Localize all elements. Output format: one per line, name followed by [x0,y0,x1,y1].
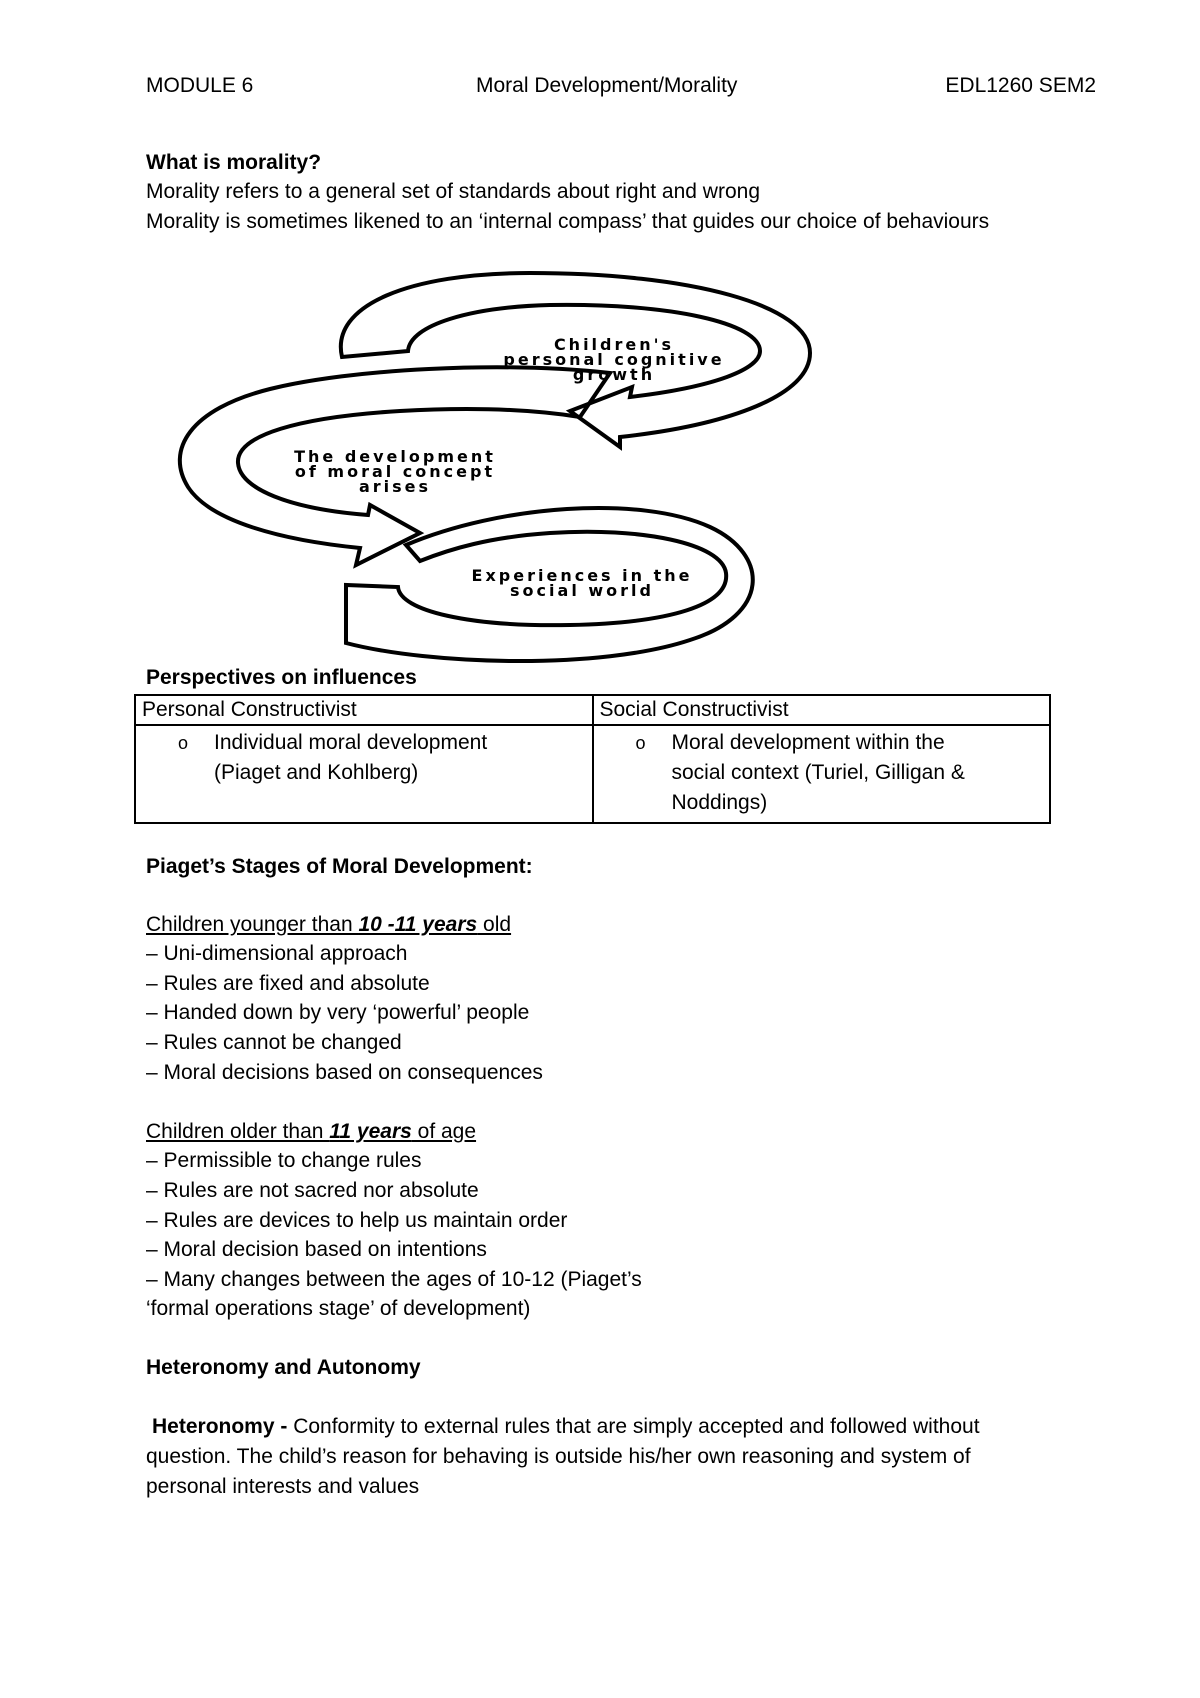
social-item-line-1: Moral development within the [671,731,945,754]
table-header-row [135,695,1050,725]
list-item [178,728,586,788]
header-course-code: EDL1260 SEM2 [945,74,1096,97]
younger-item-3: – Handed down by very ‘powerful’ people [146,1001,530,1024]
heteronomy-definition-line-2: question. The child’s reason for behaving is outside his/her own reasoning and system of [146,1445,971,1468]
table-row [135,725,1050,823]
personal-item-line-1: Individual moral development [214,731,488,754]
diagram-label-top-line-2: personal cognitive [503,350,725,369]
older-heading-age: 11 years [329,1120,412,1143]
section-heading-morality: What is morality? [146,151,322,174]
older-item-1: – Permissible to change rules [146,1149,422,1172]
diagram-label-middle-line-3: arises [358,477,432,496]
heteronomy-definition-line-1 [152,1415,980,1439]
heteronomy-line-1-text: Conformity to external rules that are simply accepted and followed without [287,1415,980,1438]
younger-heading-age: 10 -11 years [358,913,478,936]
younger-item-4: – Rules cannot be changed [146,1031,402,1054]
piaget-heading: Piaget’s Stages of Moral Development: [146,855,533,878]
morality-definition-line-1: Morality refers to a general set of standards about right and wrong [146,180,761,203]
diagram-label-bottom-line-2: social world [510,581,654,600]
older-item-4: – Moral decision based on intentions [146,1238,487,1261]
morality-definition-line-2: Morality is sometimes likened to an ‘internal compass’ that guides our choice of behaviours [146,210,990,233]
younger-item-1: – Uni-dimensional approach [146,942,408,965]
header-personal-constructivist: Personal Constructivist [135,695,593,725]
personal-item-line-2: (Piaget and Kohlberg) [214,761,419,784]
header-module: MODULE 6 [146,74,254,97]
list-item [635,728,1044,818]
header-social-constructivist: Social Constructivist [593,695,1051,725]
moral-development-cycle-diagram [170,265,840,675]
older-item-2: – Rules are not sacred nor absolute [146,1179,479,1202]
older-children-heading [146,1120,476,1144]
cell-social-constructivist [593,725,1051,823]
younger-heading-post: old [477,913,512,936]
younger-heading-pre: Children younger than [146,913,359,936]
older-item-5: – Many changes between the ages of 10-12 (Piaget’s [146,1268,642,1291]
heteronomy-autonomy-heading: Heteronomy and Autonomy [146,1356,421,1379]
younger-children-heading [146,913,511,937]
diagram-label-top-line-3: growth [572,365,656,384]
circle-bullet-icon: o [178,733,189,753]
heteronomy-definition-line-3: personal interests and values [146,1475,420,1498]
social-item-line-3: Noddings) [671,791,768,814]
younger-item-5: – Moral decisions based on consequences [146,1061,543,1084]
diagram-label-middle-line-2: of moral concept [294,462,496,481]
younger-item-2: – Rules are fixed and absolute [146,972,430,995]
diagram-label-bottom-line-1: Experiences in the [471,566,693,585]
circle-bullet-icon: o [635,733,646,753]
older-heading-pre: Children older than [146,1120,330,1143]
diagram-label-middle-line-1: The development [294,447,496,466]
older-item-6: ‘formal operations stage’ of development) [146,1297,531,1320]
older-item-3: – Rules are devices to help us maintain order [146,1209,568,1232]
heteronomy-term: Heteronomy - [152,1415,288,1438]
perspectives-heading: Perspectives on influences [146,666,417,689]
perspectives-table [134,694,1051,824]
diagram-label-top-line-1: Children's [553,335,675,354]
social-item-line-2: social context (Turiel, Gilligan & [671,761,965,784]
cell-personal-constructivist [135,725,593,823]
older-heading-post: of age [411,1120,477,1143]
header-title: Moral Development/Morality [476,74,738,97]
